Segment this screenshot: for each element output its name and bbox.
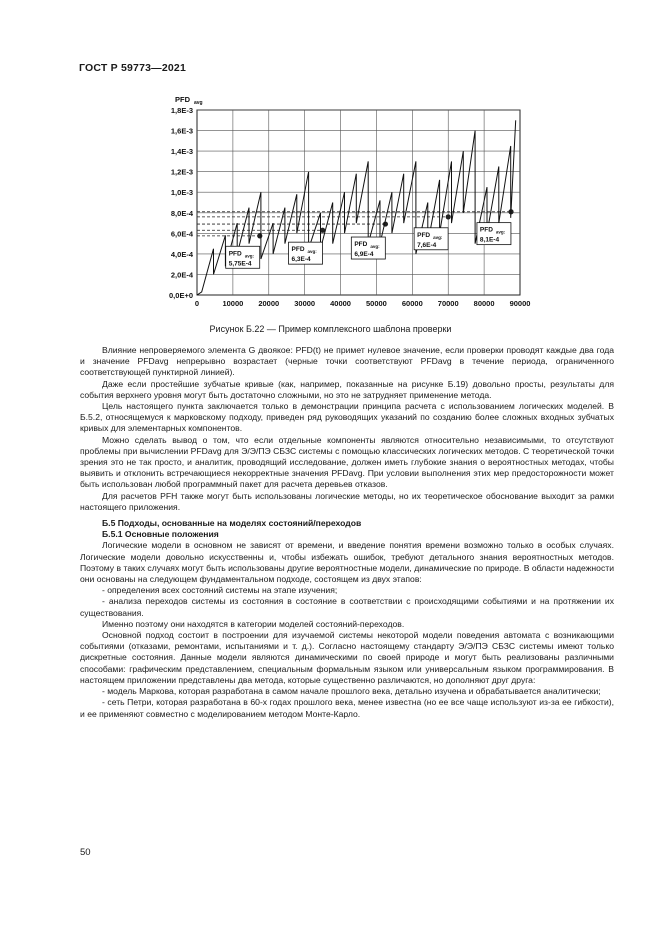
list-item-4: - сеть Петри, которая разработана в 60-х годах прошлого века, менее известна (но ее все чаще используют из-за ее гибкости), и ее применяют совместно с моделированием методом Монте-Карло. bbox=[80, 697, 614, 719]
x-tick-label: 50000 bbox=[366, 299, 387, 308]
page-number: 50 bbox=[80, 847, 91, 858]
list-item-2: - анализа переходов системы из состояния в состояние в соответствии с происходящими событиями и на протяжении их существования. bbox=[80, 596, 614, 618]
body-text bbox=[80, 345, 614, 720]
average-point bbox=[446, 214, 451, 219]
paragraph-7: Именно поэтому они находятся в категории моделей состояний-переходов. bbox=[102, 618, 405, 629]
paragraph-8: Основной подход состоит в построении для изучаемой системы некоторой модели поведения автомата с возникающими событиями (отказами, ремонтами, испытаниями и т. д.). Согласно настоящему стандарту Э/Э/ПЭ СБЗС системы имеют только дискретные состояния. Данные модели являются динамическими по своей природе и могут быть реализованы различными способами: графическим представлением, специальным формальным языком или универсальным языком программирования. В настоящем приложении представлены два метода, которые существенно различаются, но дополняют друг друга: bbox=[80, 630, 614, 685]
y-tick-label: 0,0E+0 bbox=[169, 291, 193, 300]
x-tick-label: 70000 bbox=[437, 299, 459, 308]
x-tick-label: 10000 bbox=[222, 299, 244, 308]
x-tick-label: 80000 bbox=[473, 299, 495, 308]
y-tick-label: 2,0E-4 bbox=[170, 270, 193, 280]
average-label-value: 7,6E-4 bbox=[417, 241, 437, 249]
list-item-1: - определения всех состояний системы на этапе изучения; bbox=[102, 585, 338, 596]
document-header: ГОСТ Р 59773—2021 bbox=[79, 62, 187, 74]
x-tick-label: 30000 bbox=[294, 299, 316, 308]
y-tick-label: 1,8E-3 bbox=[170, 106, 193, 115]
y-tick-label: 1,4E-3 bbox=[170, 147, 193, 157]
paragraph-5: Для расчетов PFH также могут быть использованы логические методы, но их теоретическое обоснование выходит за рамки настоящего приложения. bbox=[80, 490, 614, 512]
paragraph-6: Логические модели в основном не зависят от времени, и введение понятия времени возможно только в особых случаях. Логические модели довольно искусственны и, чтобы избежать ошибок, требуют детального знания вероятностных методов. Поэтому в таких случаях могут быть использованы другие вероятностные модели, динамические по природе. В области надежности они основаны на следующем фундаментальном подходе, состоящем из двух этапов: bbox=[80, 540, 614, 585]
average-label-name: PFD bbox=[479, 226, 493, 234]
x-tick-label: 60000 bbox=[401, 299, 423, 308]
paragraph-1: Влияние непроверяемого элемента G двоякое: PFD(t) не примет нулевое значение, если проверки проводят каждые два года и значение PFDavg непрерывно возрастает (черные точки соответствуют PFDavg в течение периода, ограниченного соответствующей пунктирной линией). bbox=[80, 345, 614, 378]
y-tick-label: 1,2E-3 bbox=[170, 167, 193, 177]
average-label-value: 5,75E-4 bbox=[228, 260, 252, 268]
x-tick-label: 40000 bbox=[330, 299, 351, 308]
average-label-value: 6,9E-4 bbox=[354, 251, 374, 259]
y-axis-label: PFD bbox=[175, 95, 190, 104]
paragraph-3: Цель настоящего пункта заключается только в демонстрации принципа расчета с использованием логических моделей. В Б.5.2, относящемуся к марковскому подходу, приведен ряд руководящих указаний по созданию более сложных входных зубчатых кривых для элементарных компонентов. bbox=[80, 401, 614, 434]
x-tick-label: 90000 bbox=[509, 299, 531, 308]
average-label-sub: avg: bbox=[244, 253, 254, 259]
average-label-sub: avg: bbox=[433, 234, 443, 240]
average-label-sub: avg: bbox=[307, 249, 317, 255]
list-item-3: - модель Маркова, которая разработана в самом начале прошлого века, детально изучена и обрабатывается аналитически; bbox=[102, 686, 601, 697]
subsection-heading: Б.5.1 Основные положения bbox=[102, 529, 219, 540]
y-tick-label: 6,0E-4 bbox=[170, 229, 193, 239]
paragraph-2: Даже если простейшие зубчатые кривые (как, например, показанные на рисунке Б.19) довольно просты, результаты для события верхнего уровня могут быть достаточно сложными, но это не затрудняет применение метода. bbox=[80, 378, 614, 400]
section-heading: Б.5 Подходы, основанные на моделях состояний/переходов bbox=[102, 518, 362, 529]
y-axis-label-subscript: avg bbox=[194, 100, 203, 106]
average-point bbox=[257, 233, 262, 238]
sawtooth-chart bbox=[150, 88, 540, 316]
average-label-value: 8,1E-4 bbox=[479, 236, 500, 244]
figure-caption: Рисунок Б.22 — Пример комплексного шаблона проверки bbox=[209, 324, 452, 334]
average-label-name: PFD bbox=[291, 246, 305, 254]
average-label-sub: avg: bbox=[370, 244, 380, 250]
average-label-value: 6,3E-4 bbox=[291, 256, 311, 264]
average-label-name: PFD bbox=[417, 231, 431, 239]
figure-chart bbox=[150, 88, 540, 316]
y-tick-label: 1,0E-3 bbox=[170, 188, 193, 198]
paragraph-4: Можно сделать вывод о том, что если отдельные компоненты являются относительно независимыми, то отсутствуют проблемы при вычислении PFDavg для Э/Э/ПЭ СБЗС системы с помощью классических логических методов. С теоретической точки зрения это не так просто, и аналитик, проводящий исследование, должен иметь глубокие знания о вероятностных методах, чтобы выявить и отклонить встречающиеся некорректные значения PFDavg. При условии выполнения этих мер предосторожности может быть использован любой программный пакет для расчета деревьев отказов. bbox=[80, 434, 614, 490]
average-label-name: PFD bbox=[228, 250, 242, 258]
x-tick-label: 0 bbox=[194, 299, 200, 308]
y-tick-label: 4,0E-4 bbox=[170, 249, 193, 259]
x-tick-label: 20000 bbox=[258, 299, 280, 308]
y-tick-label: 1,6E-3 bbox=[170, 126, 193, 136]
y-tick-label: 8,0E-4 bbox=[170, 208, 193, 218]
average-label-sub: avg: bbox=[495, 229, 506, 235]
average-label-name: PFD bbox=[354, 241, 368, 249]
